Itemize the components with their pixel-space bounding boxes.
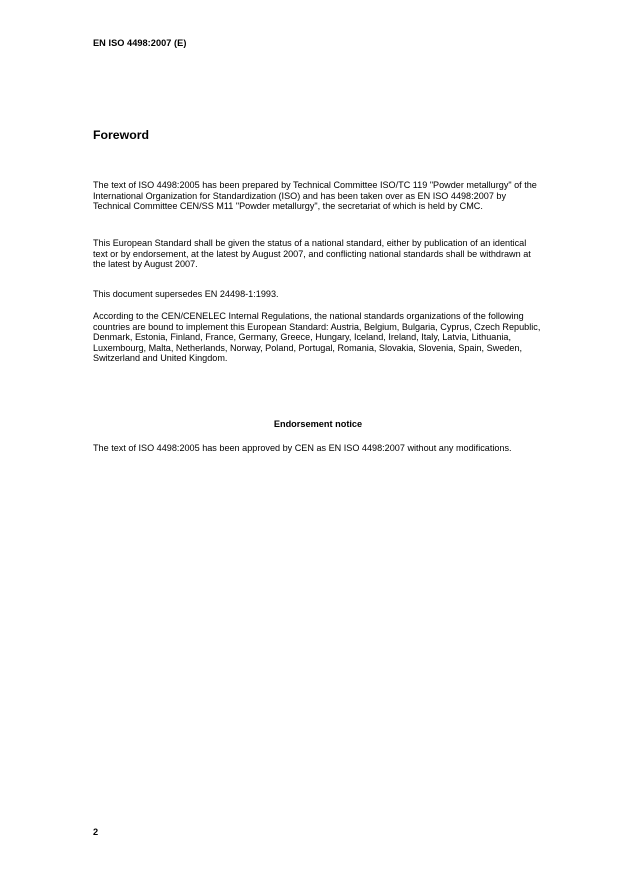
- foreword-paragraph-status: This European Standard shall be given the status of a national standard, either by publication of an identical text or by endorsement, at the latest by August 2007, and conflicting national standards shall be withdrawn at the latest by August 2007.: [93, 238, 531, 270]
- document-header: EN ISO 4498:2007 (E): [93, 38, 187, 48]
- endorsement-text: The text of ISO 4498:2005 has been approved by CEN as EN ISO 4498:2007 without any modifications.: [93, 443, 512, 453]
- foreword-paragraph-preparation: The text of ISO 4498:2005 has been prepared by Technical Committee ISO/TC 119 "Powder metallurgy" of the International Organization for Standardization (ISO) and has been taken over as EN ISO 4498:2007 by Technical Committee CEN/SS M11 "Powder metallurgy", the secretariat of which is held by CMC.: [93, 180, 537, 212]
- foreword-paragraph-countries: According to the CEN/CENELEC Internal Regulations, the national standards organizations of the following countries are bound to implement this European Standard: Austria, Belgium, Bulgaria, Cyprus, Czech Republic, Denmark, Estonia, Finland, France, Germany, Greece, Hungary, Iceland, Ireland, Italy, Latvia, Lithuania, Luxembourg, Malta, Netherlands, Norway, Poland, Portugal, Romania, Slovakia, Slovenia, Spain, Sweden, Switzerland and United Kingdom.: [93, 311, 541, 364]
- page-number: 2: [93, 827, 99, 837]
- section-title: Foreword: [93, 128, 150, 142]
- endorsement-heading: Endorsement notice: [273, 419, 363, 429]
- foreword-paragraph-supersedes: This document supersedes EN 24498-1:1993.: [93, 289, 279, 299]
